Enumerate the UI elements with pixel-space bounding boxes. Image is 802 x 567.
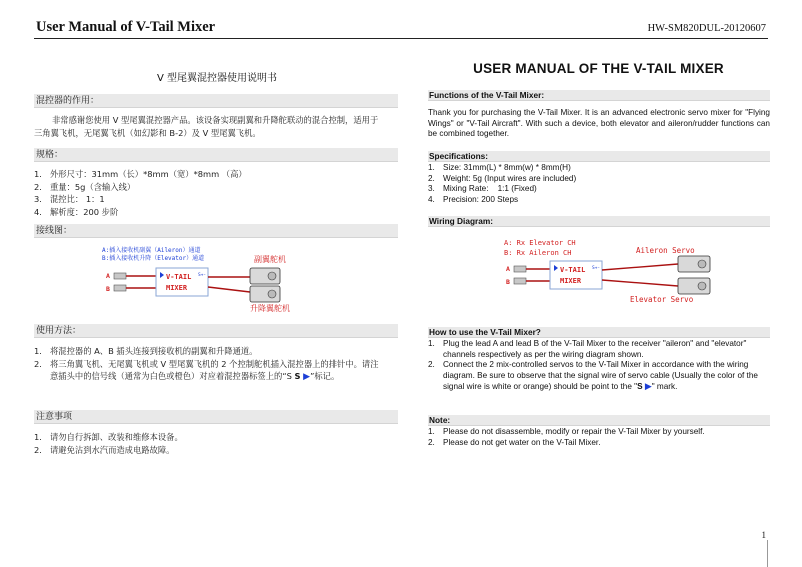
margin-line — [767, 540, 768, 567]
cn-usage-heading: 使用方法： — [34, 324, 398, 338]
mixer-label-bottom: MIXER — [166, 284, 188, 292]
mixer-pin-mark: S+- — [198, 273, 207, 278]
triangle-marker-icon: ▶ — [644, 381, 652, 392]
servo-top-label: 副翼舵机 — [254, 255, 286, 264]
list-item: 2. Connect the 2 mix-controlled servos to the V-Tail Mixer in accordance with the wiring diagram. Be sure to observe that the signal wire of servo cable (Usually the color of the signal wire is white or orange) should be point to the "S ▶" mark. — [428, 360, 758, 392]
list-item: 2. Weight: 5g (Input wires are included) — [428, 173, 577, 183]
cn-function-heading: 混控器的作用： — [34, 94, 398, 108]
diagram-label-a: A: Rx Elevator CH — [504, 239, 576, 247]
cn-usage-list — [34, 345, 379, 384]
servo-bottom-label: Elevator Servo — [630, 295, 694, 304]
mixer-pin-mark: S+- — [592, 266, 601, 271]
list-item: 2. Please do not get water on the V-Tail Mixer. — [428, 437, 601, 447]
document-header-title: User Manual of V-Tail Mixer — [36, 19, 216, 35]
s-mark-label: S — [637, 382, 643, 392]
mixer-label-top: V-TAIL — [560, 266, 586, 274]
diagram-label-b: B: Rx Aileron CH — [504, 249, 572, 257]
list-item: 1. 请勿自行拆卸、改装和维修本设备。 — [34, 432, 183, 442]
servo-top-label: Aileron Servo — [636, 246, 695, 255]
plug-a-label: A — [506, 265, 510, 273]
plug-a — [114, 273, 126, 279]
list-item: 3. Mixing Rate: 1:1 (Fixed) — [428, 184, 537, 194]
triangle-marker-icon: ▶ — [303, 372, 311, 383]
en-wiring-diagram — [500, 236, 730, 308]
en-usage-list — [428, 339, 770, 393]
en-notes-list — [428, 427, 770, 448]
list-item: 1. 将混控器的 A、B 插头连接到接收机的副翼和升降通道。 — [34, 346, 258, 356]
plug-a — [514, 266, 526, 272]
en-note-heading: Note: — [428, 415, 770, 426]
mixer-label-top: V-TAIL — [166, 273, 192, 281]
plug-b-label: B — [506, 278, 510, 286]
diagram-label-b: B:插入接收机升降（Elevator）通道 — [102, 255, 205, 262]
document-code: HW-SM820DUL-20120607 — [647, 23, 766, 34]
list-item: 4. Precision: 200 Steps — [428, 194, 519, 204]
plug-a-label: A — [106, 272, 110, 280]
en-page-title: USER MANUAL OF THE V-TAIL MIXER — [473, 61, 724, 76]
cn-page-title: V 型尾翼混控器使用说明书 — [156, 73, 278, 84]
mixer-label-bottom: MIXER — [560, 277, 582, 285]
en-functions-heading: Functions of the V-Tail Mixer: — [428, 90, 770, 101]
diagram-label-a: A:插入接收机副翼（Aileron）通道 — [102, 247, 201, 254]
plug-b — [514, 278, 526, 284]
list-item: 1. Please do not disassemble, modify or repair the V-Tail Mixer by yourself. — [428, 427, 705, 436]
en-spec-heading: Specifications: — [428, 151, 770, 162]
cn-wiring-heading: 接线图： — [34, 224, 398, 238]
plug-b-label: B — [106, 285, 110, 293]
cn-wiring-diagram — [100, 244, 330, 312]
list-item: 2. 重量：5g（含输入线） — [34, 181, 136, 192]
cn-function-text: 非常感谢您使用 V 型尾翼混控器产品。该设备实现副翼和升降舵联动的混合控制，适用于三角翼飞机，无尾翼飞机（如幻影和 B-2）及 V 型尾翼飞机。 — [34, 115, 379, 138]
s-mark-label: S — [294, 371, 301, 382]
list-item: 4. 解析度：200 步阶 — [34, 207, 119, 218]
list-item: 1. Size: 31mm(L) * 8mm(w) * 8mm(H) — [428, 163, 571, 172]
en-wiring-heading: Wiring Diagram: — [428, 216, 770, 227]
header-divider — [34, 38, 768, 39]
en-spec-list — [428, 163, 770, 205]
cn-notes-heading: 注意事项 — [34, 410, 398, 424]
list-item: 2. 请避免沾到水汽而造成电路故障。 — [34, 444, 175, 455]
en-usage-heading: How to use the V-Tail Mixer? — [428, 327, 770, 338]
list-item: 1. Plug the lead A and lead B of the V-Tail Mixer to the receiver "aileron" and "elevator" channels respectively as per the wiring diagram shown. — [428, 339, 747, 359]
list-item: 1. 外形尺寸：31mm（长）*8mm（宽）*8mm （高） — [34, 169, 247, 179]
plug-b — [114, 285, 126, 291]
servo-bottom-label: 升降翼舵机 — [250, 304, 290, 312]
cn-spec-list — [34, 168, 382, 219]
cn-spec-heading: 规格： — [34, 148, 398, 162]
list-item: 3. 混控比： 1：1 — [34, 194, 105, 205]
cn-notes-list — [34, 431, 382, 456]
page-number: 1 — [761, 530, 766, 540]
list-item: 2. 将三角翼飞机、无尾翼飞机或 V 型尾翼飞机的 2 个控制舵机插入混控器上的排针中。请注意插头中的信号线（通常为白色或橙色）对应着混控器标签上的“S S ▶”标记。 — [34, 358, 379, 383]
en-functions-text: Thank you for purchasing the V-Tail Mixer. It is an advanced electronic servo mixer for "Flying Wings" or "V-Tail Aircraft". With such a device, both elevator and aileron/rudder functions can be combined together. — [428, 108, 770, 139]
